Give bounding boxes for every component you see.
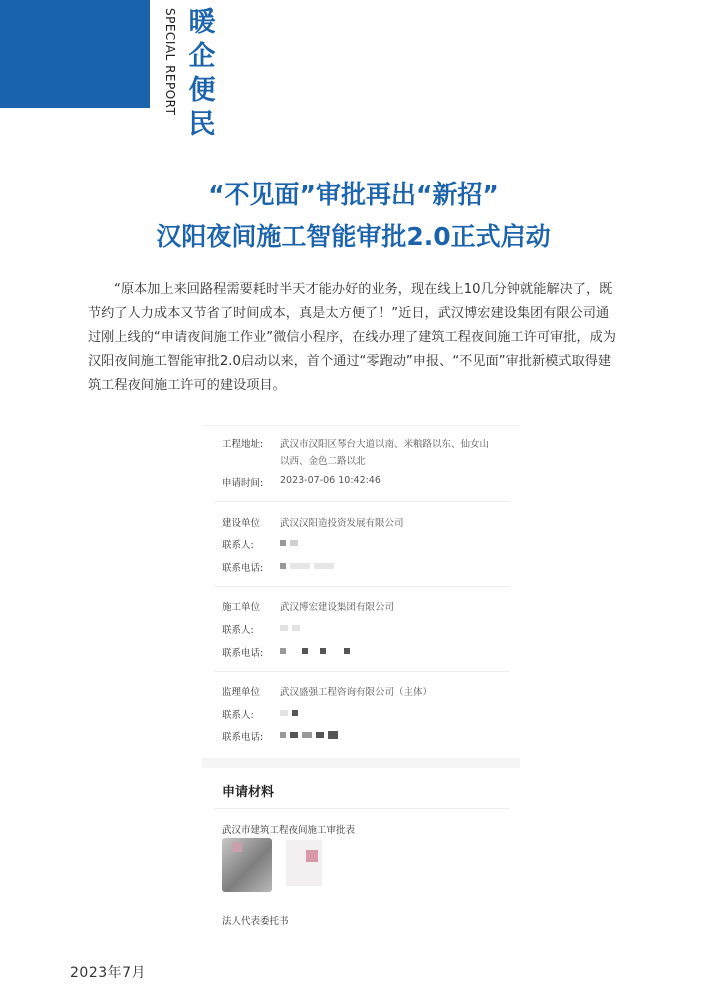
contractor-row: [222, 599, 394, 613]
redacted-contact: [280, 622, 304, 636]
contact-label: 联系人:: [222, 625, 254, 636]
builder-phone-row: [222, 560, 338, 574]
headline-line-1: “不见面”审批再出“新招”: [208, 180, 499, 209]
application-info-card: [202, 425, 520, 766]
contractor-phone-row: [222, 645, 354, 659]
brand-char: 民: [188, 109, 216, 140]
redacted-phone: [280, 560, 338, 574]
brand-char: 企: [188, 41, 216, 72]
apply-time-label: 申请时间:: [222, 478, 264, 489]
material-item-authorization-letter: 法人代表委托书: [222, 916, 289, 927]
supervisor-value: 武汉盛强工程咨询有限公司（主体）: [280, 687, 433, 698]
document-thumbnail[interactable]: [222, 838, 272, 892]
contact-label: 联系人:: [222, 540, 254, 551]
contractor-value: 武汉博宏建设集团有限公司: [280, 602, 395, 613]
header-blue-block: [0, 0, 150, 108]
divider: [214, 808, 510, 809]
builder-label: 建设单位: [222, 518, 261, 529]
redacted-phone: [280, 645, 354, 659]
brand-char: 便: [188, 75, 216, 106]
phone-label: 联系电话:: [222, 648, 264, 659]
materials-heading: 申请材料: [222, 785, 275, 800]
brand-char: 暖: [188, 7, 216, 38]
phone-label: 联系电话:: [222, 563, 264, 574]
contact-label: 联系人:: [222, 710, 254, 721]
material-item-approval-form: 武汉市建筑工程夜间施工审批表: [222, 825, 356, 836]
redacted-contact: [280, 707, 302, 721]
supervisor-phone-row: [222, 729, 342, 743]
materials-section: [202, 768, 520, 938]
redacted-phone: [280, 729, 342, 743]
headline-line-2: 汉阳夜间施工智能审批2.0正式启动: [156, 222, 551, 251]
builder-value: 武汉汉阳造投资发展有限公司: [280, 518, 404, 529]
section-gap: [202, 758, 520, 768]
article-paragraph: “原本加上来回路程需要耗时半天才能办好的业务，现在线上10几分钟就能解决了，既节约了人力成本又节省了时间成本，真是太方便了！”近日，武汉博宏建设集团有限公司通过刚上线的“申请夜间施工作业”微信小程序，在线办理了建筑工程夜间施工许可审批，成为汉阳夜间施工智能审批2.0启动以来，首个通过“零跑动”申报、“不见面”审批新模式取得建筑工程夜间施工许可的建设项目。: [88, 282, 616, 393]
section-brand-title: [186, 6, 218, 142]
site-address-value: 武汉市汉阳区琴台大道以南、米粮路以东、仙女山以西、金色二路以北: [280, 439, 490, 467]
divider: [214, 501, 510, 502]
redacted-contact: [280, 537, 302, 551]
contractor-contact-row: [222, 622, 304, 636]
builder-row: [222, 515, 404, 529]
document-thumbnail[interactable]: [286, 840, 322, 886]
supervisor-row: [222, 684, 432, 698]
site-address-label: 工程地址:: [222, 439, 264, 450]
site-address-row: [222, 436, 495, 470]
issue-date: 2023年7月: [70, 965, 147, 981]
apply-time-value: 2023-07-06 10:42:46: [280, 475, 381, 486]
supervisor-contact-row: [222, 707, 302, 721]
special-report-label: SPECIAL REPORT: [163, 8, 177, 116]
divider: [214, 586, 510, 587]
contractor-label: 施工单位: [222, 602, 261, 613]
phone-label: 联系电话:: [222, 732, 264, 743]
builder-contact-row: [222, 537, 302, 551]
divider: [214, 671, 510, 672]
supervisor-label: 监理单位: [222, 687, 261, 698]
apply-time-row: [222, 475, 381, 489]
